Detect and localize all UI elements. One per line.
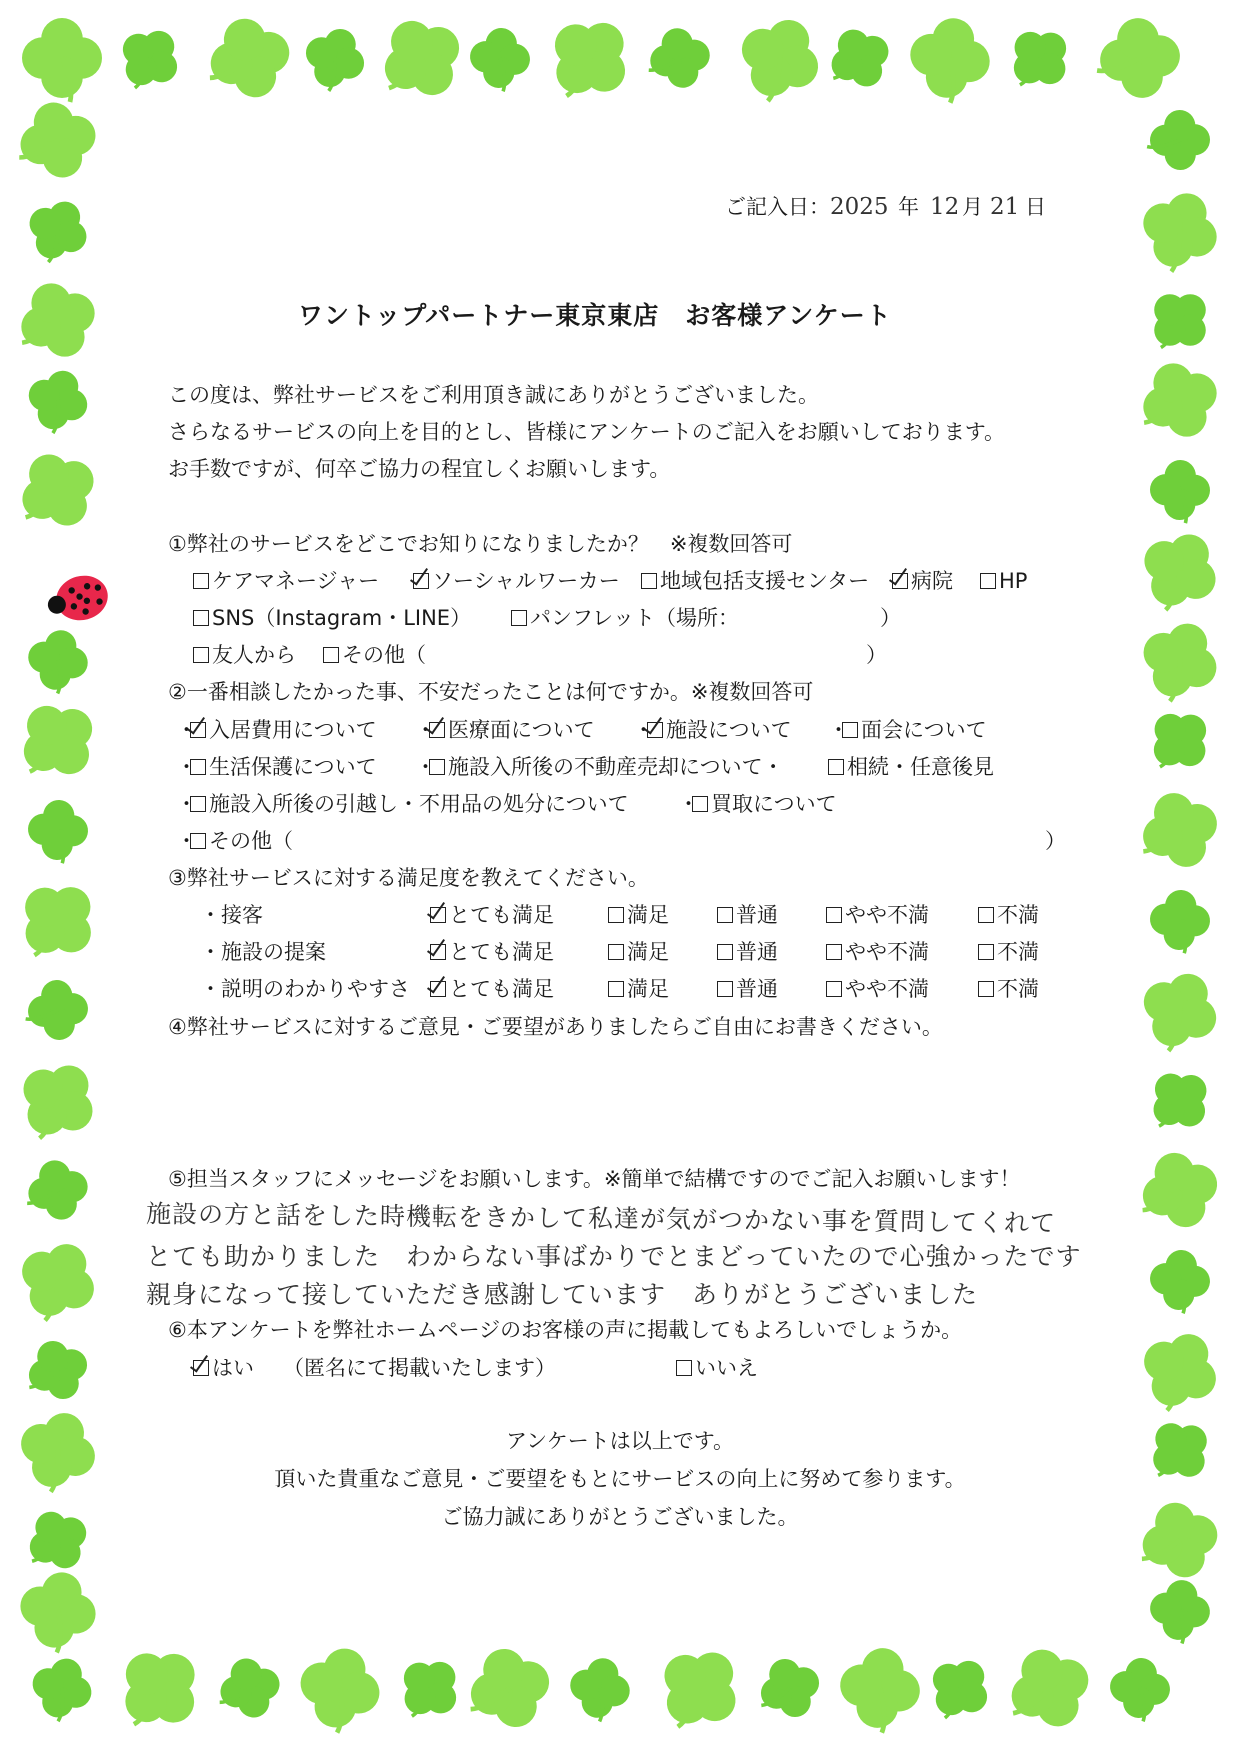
option-label: 不満 bbox=[997, 977, 1039, 1001]
checkbox[interactable] bbox=[978, 944, 994, 960]
satisfaction-option[interactable] bbox=[717, 938, 778, 966]
option-label: 満足 bbox=[627, 940, 669, 964]
intro-line: さらなるサービスの向上を目的とし、皆様にアンケートのご記入をお願いしております。 bbox=[168, 420, 1006, 444]
satisfaction-option[interactable] bbox=[430, 938, 554, 966]
bullet: ・ bbox=[176, 792, 197, 816]
clover-icon bbox=[19, 362, 96, 441]
checkbox[interactable] bbox=[978, 907, 994, 923]
q6-option-yes[interactable] bbox=[193, 1354, 254, 1382]
option-label: とても満足 bbox=[449, 903, 554, 927]
checkbox[interactable] bbox=[676, 1360, 692, 1376]
clover-icon bbox=[1149, 459, 1210, 523]
clover-icon bbox=[26, 798, 89, 864]
checkbox[interactable] bbox=[190, 833, 206, 849]
handwritten-answer-line: 施設の方と話をした時機転をきかして私達が気がつかない事を質問してくれて bbox=[145, 1199, 1057, 1238]
checkbox[interactable] bbox=[717, 907, 733, 923]
clover-icon bbox=[363, 3, 477, 115]
clover-icon bbox=[916, 1646, 1002, 1732]
option-label: 不満 bbox=[997, 940, 1039, 964]
date-day: 21 bbox=[990, 194, 1020, 220]
date-year: 2025 bbox=[830, 194, 889, 220]
checkbox[interactable] bbox=[826, 981, 842, 997]
clover-icon bbox=[725, 5, 834, 116]
clover-icon bbox=[1127, 1319, 1232, 1425]
option-label: 買取について bbox=[711, 792, 837, 816]
clover-icon bbox=[16, 190, 98, 273]
satisfaction-option[interactable] bbox=[978, 975, 1039, 1003]
clover-icon bbox=[22, 625, 93, 698]
checkbox[interactable] bbox=[828, 759, 844, 775]
option-label: 不満 bbox=[997, 903, 1039, 927]
q2-option-inheritance[interactable] bbox=[828, 753, 994, 781]
close-paren: ） bbox=[1045, 829, 1066, 853]
clover-icon bbox=[8, 94, 104, 187]
checkbox[interactable] bbox=[826, 907, 842, 923]
checkbox[interactable] bbox=[892, 573, 908, 589]
satisfaction-option[interactable] bbox=[430, 975, 554, 1003]
checkbox[interactable] bbox=[717, 981, 733, 997]
clover-icon bbox=[1148, 888, 1211, 954]
question-5: ⑤担当スタッフにメッセージをお願いします。※簡単で結構ですのでご記入お願いします！ bbox=[168, 1167, 1021, 1191]
handwritten-answer-line: とても助かりました わからない事ばかりでとまどっていたので心強かったです bbox=[146, 1242, 1082, 1271]
clover-icon bbox=[994, 1635, 1103, 1742]
date-label: ご記入日： bbox=[725, 195, 830, 219]
option-label: ソーシャルワーカー bbox=[432, 569, 620, 593]
option-label: 面会について bbox=[861, 718, 987, 742]
date-month-unit: 月 bbox=[962, 195, 983, 219]
checkbox[interactable] bbox=[413, 573, 429, 589]
checkbox[interactable] bbox=[692, 796, 708, 812]
checkbox[interactable] bbox=[641, 573, 657, 589]
option-label: やや不満 bbox=[845, 903, 929, 927]
bullet: ・ bbox=[415, 755, 436, 779]
clover-icon bbox=[19, 1154, 94, 1227]
satisfaction-option[interactable] bbox=[430, 901, 554, 929]
q1-option-sns[interactable] bbox=[193, 604, 471, 632]
checkbox[interactable] bbox=[193, 1360, 209, 1376]
clover-icon bbox=[106, 16, 192, 102]
question-6: ⑥本アンケートを弊社ホームページのお客様の声に掲載してもよろしいでしょうか。 bbox=[168, 1318, 963, 1342]
option-label: 普通 bbox=[736, 940, 778, 964]
clover-icon bbox=[5, 271, 107, 371]
clover-icon bbox=[23, 977, 91, 1042]
checkbox[interactable] bbox=[717, 944, 733, 960]
clover-icon bbox=[1128, 610, 1230, 714]
q1-option-community-center[interactable] bbox=[641, 567, 869, 595]
option-label: 普通 bbox=[736, 977, 778, 1001]
clover-icon bbox=[2, 687, 112, 796]
q2-option-other[interactable] bbox=[176, 827, 293, 855]
satisfaction-option[interactable] bbox=[978, 901, 1039, 929]
ladybug-icon bbox=[42, 570, 112, 628]
satisfaction-row-label: ・施設の提案 bbox=[200, 940, 326, 964]
clover-icon bbox=[3, 1047, 111, 1156]
date-month: 12 bbox=[930, 194, 960, 220]
checkbox[interactable] bbox=[430, 907, 446, 923]
clover-icon bbox=[995, 16, 1082, 103]
clover-icon bbox=[456, 1638, 561, 1740]
clover-icon bbox=[197, 9, 300, 109]
question-4: ④弊社サービスに対するご意見・ご要望がありましたらご自由にお書きください。 bbox=[168, 1015, 943, 1039]
date-day-unit: 日 bbox=[1025, 195, 1046, 219]
clover-icon bbox=[641, 1632, 756, 1748]
satisfaction-option[interactable] bbox=[826, 938, 929, 966]
clover-icon bbox=[564, 1653, 635, 1726]
option-label: ケアマネージャー bbox=[212, 569, 380, 593]
q1-option-care-manager[interactable] bbox=[193, 567, 379, 595]
checkbox[interactable] bbox=[842, 722, 858, 738]
option-label: HP bbox=[999, 569, 1028, 593]
clover-icon bbox=[1135, 698, 1222, 785]
option-label: 相続・任意後見 bbox=[847, 755, 994, 779]
satisfaction-row-label: ・説明のわかりやすさ bbox=[200, 977, 410, 1001]
q2-option-visit[interactable] bbox=[828, 716, 987, 744]
q2-option-cost[interactable] bbox=[176, 716, 377, 744]
checkbox[interactable] bbox=[193, 647, 209, 663]
closing-line: 頂いた貴重なご意見・ご要望をもとにサービスの向上に努めて参ります。 bbox=[274, 1467, 966, 1491]
clover-icon bbox=[1127, 351, 1229, 451]
checkbox[interactable] bbox=[190, 796, 206, 812]
clover-icon bbox=[531, 2, 647, 118]
checkbox[interactable] bbox=[430, 981, 446, 997]
q2-option-medical[interactable] bbox=[415, 716, 595, 744]
checkbox[interactable] bbox=[190, 722, 206, 738]
q1-option-other[interactable] bbox=[323, 641, 426, 669]
clover-icon bbox=[903, 12, 996, 109]
checkbox[interactable] bbox=[978, 981, 994, 997]
q6-option-no[interactable] bbox=[676, 1354, 758, 1382]
clover-icon bbox=[1129, 181, 1229, 283]
satisfaction-option[interactable] bbox=[608, 975, 669, 1003]
closing-line: ご協力誠にありがとうございました。 bbox=[441, 1505, 799, 1529]
clover-icon bbox=[291, 1640, 389, 1741]
bullet: ・ bbox=[176, 755, 197, 779]
option-label: パンフレット（場所： bbox=[530, 606, 739, 630]
page-title: ワントップパートナー東京東店 お客様アンケート bbox=[298, 301, 892, 330]
intro-line: お手数ですが、何卒ご協力の程宜しくお願いします。 bbox=[168, 457, 671, 481]
checkbox[interactable] bbox=[323, 647, 339, 663]
bullet: ・ bbox=[176, 829, 197, 853]
bullet: ・ bbox=[415, 718, 436, 742]
intro-line: この度は、弊社サービスをご利用頂き誠にありがとうございました。 bbox=[168, 383, 819, 407]
checkbox[interactable] bbox=[429, 759, 445, 775]
checkbox[interactable] bbox=[980, 573, 996, 589]
option-label: 医療面について bbox=[448, 718, 595, 742]
option-label: とても満足 bbox=[449, 940, 554, 964]
q2-option-facility[interactable] bbox=[633, 716, 792, 744]
option-label: SNS（Instagram・LINE） bbox=[212, 606, 472, 630]
checkbox[interactable] bbox=[826, 944, 842, 960]
option-label: 地域包括支援センター bbox=[660, 569, 870, 593]
checkbox[interactable] bbox=[608, 981, 624, 997]
q1-option-hospital[interactable] bbox=[892, 567, 953, 595]
option-label: やや不満 bbox=[845, 940, 929, 964]
q1-option-pamphlet[interactable] bbox=[511, 604, 739, 632]
option-label: その他（ bbox=[209, 829, 293, 853]
option-label: 施設入所後の引越し・不用品の処分について bbox=[209, 792, 629, 816]
clover-icon bbox=[1135, 278, 1222, 365]
clover-icon bbox=[817, 18, 900, 100]
q2-option-welfare[interactable] bbox=[176, 753, 377, 781]
q1-option-friend[interactable] bbox=[193, 641, 296, 669]
clover-icon bbox=[16, 1331, 96, 1410]
q2-option-moving[interactable] bbox=[176, 790, 629, 818]
clover-icon bbox=[642, 23, 715, 94]
checkbox[interactable] bbox=[647, 722, 663, 738]
clover-icon bbox=[3, 438, 110, 544]
checkbox[interactable] bbox=[430, 944, 446, 960]
clover-icon bbox=[1147, 1247, 1212, 1315]
clover-icon bbox=[1135, 1058, 1222, 1145]
checkbox[interactable] bbox=[608, 907, 624, 923]
option-label: はい bbox=[212, 1356, 254, 1380]
clover-icon bbox=[1129, 1142, 1228, 1239]
bullet: ・ bbox=[633, 718, 654, 742]
clover-icon bbox=[210, 1651, 286, 1725]
satisfaction-option[interactable] bbox=[608, 938, 669, 966]
bullet: ・ bbox=[176, 718, 197, 742]
clover-icon bbox=[101, 1631, 217, 1747]
option-label: 病院 bbox=[911, 569, 953, 593]
close-paren: ） bbox=[866, 643, 887, 667]
checkbox[interactable] bbox=[193, 610, 209, 626]
clover-icon bbox=[12, 1565, 103, 1659]
satisfaction-option[interactable] bbox=[717, 975, 778, 1003]
option-label: いいえ bbox=[695, 1356, 758, 1380]
option-label: その他（ bbox=[342, 643, 426, 667]
clover-icon bbox=[1146, 109, 1210, 170]
question-1: ①弊社のサービスをどこでお知りになりましたか？ ※複数回答可 bbox=[168, 532, 793, 556]
q2-option-real-estate[interactable] bbox=[415, 753, 784, 781]
q2-option-purchase[interactable] bbox=[678, 790, 837, 818]
checkbox[interactable] bbox=[190, 759, 206, 775]
bullet: ・ bbox=[828, 718, 849, 742]
q1-option-social-worker[interactable] bbox=[413, 567, 620, 595]
clover-icon bbox=[1146, 1577, 1213, 1647]
option-label: 友人から bbox=[212, 643, 296, 667]
handwritten-answer-line: 親身になって接していただき感謝しています ありがとうございました bbox=[146, 1280, 979, 1309]
satisfaction-row-label: ・接客 bbox=[200, 903, 263, 927]
question-3: ③弊社サービスに対する満足度を教えてください。 bbox=[168, 866, 649, 890]
option-label: 入居費用について bbox=[209, 718, 377, 742]
clover-icon bbox=[1092, 14, 1184, 102]
clover-icon bbox=[24, 1651, 100, 1729]
clover-icon bbox=[295, 19, 374, 99]
question-2: ②一番相談したかった事、不安だったことは何ですか。※複数回答可 bbox=[168, 680, 814, 704]
clover-icon bbox=[1128, 959, 1231, 1064]
checkbox[interactable] bbox=[511, 610, 527, 626]
date-year-unit: 年 bbox=[898, 195, 919, 219]
satisfaction-option[interactable] bbox=[826, 901, 929, 929]
option-label: 施設について bbox=[666, 718, 792, 742]
clover-icon bbox=[834, 1643, 925, 1737]
closing-line: アンケートは以上です。 bbox=[505, 1429, 735, 1453]
clover-icon bbox=[1126, 518, 1232, 625]
clover-icon bbox=[22, 18, 102, 102]
option-label: やや不満 bbox=[845, 977, 929, 1001]
clover-icon bbox=[386, 1646, 473, 1733]
bullet: ・ bbox=[678, 792, 699, 816]
clover-icon bbox=[748, 1649, 828, 1728]
q1-option-hp[interactable] bbox=[980, 567, 1027, 595]
clover-icon bbox=[2, 866, 112, 976]
satisfaction-option[interactable] bbox=[717, 901, 778, 929]
q6-yes-note: （匿名にて掲載いたします） bbox=[283, 1356, 556, 1380]
clover-icon bbox=[1128, 781, 1229, 880]
clover-icon bbox=[467, 25, 532, 93]
satisfaction-option[interactable] bbox=[978, 938, 1039, 966]
option-label: とても満足 bbox=[449, 977, 554, 1001]
option-label: 満足 bbox=[627, 903, 669, 927]
satisfaction-option[interactable] bbox=[608, 901, 669, 929]
option-label: 普通 bbox=[736, 903, 778, 927]
option-label: 満足 bbox=[627, 977, 669, 1001]
checkbox[interactable] bbox=[429, 722, 445, 738]
checkbox[interactable] bbox=[193, 573, 209, 589]
clover-icon bbox=[5, 1229, 110, 1335]
option-label: 生活保護について bbox=[209, 755, 377, 779]
option-label: 施設入所後の不動産売却について・ bbox=[448, 755, 784, 779]
satisfaction-option[interactable] bbox=[826, 975, 929, 1003]
checkbox[interactable] bbox=[608, 944, 624, 960]
clover-icon bbox=[1107, 1655, 1172, 1723]
close-paren: ） bbox=[880, 606, 901, 630]
